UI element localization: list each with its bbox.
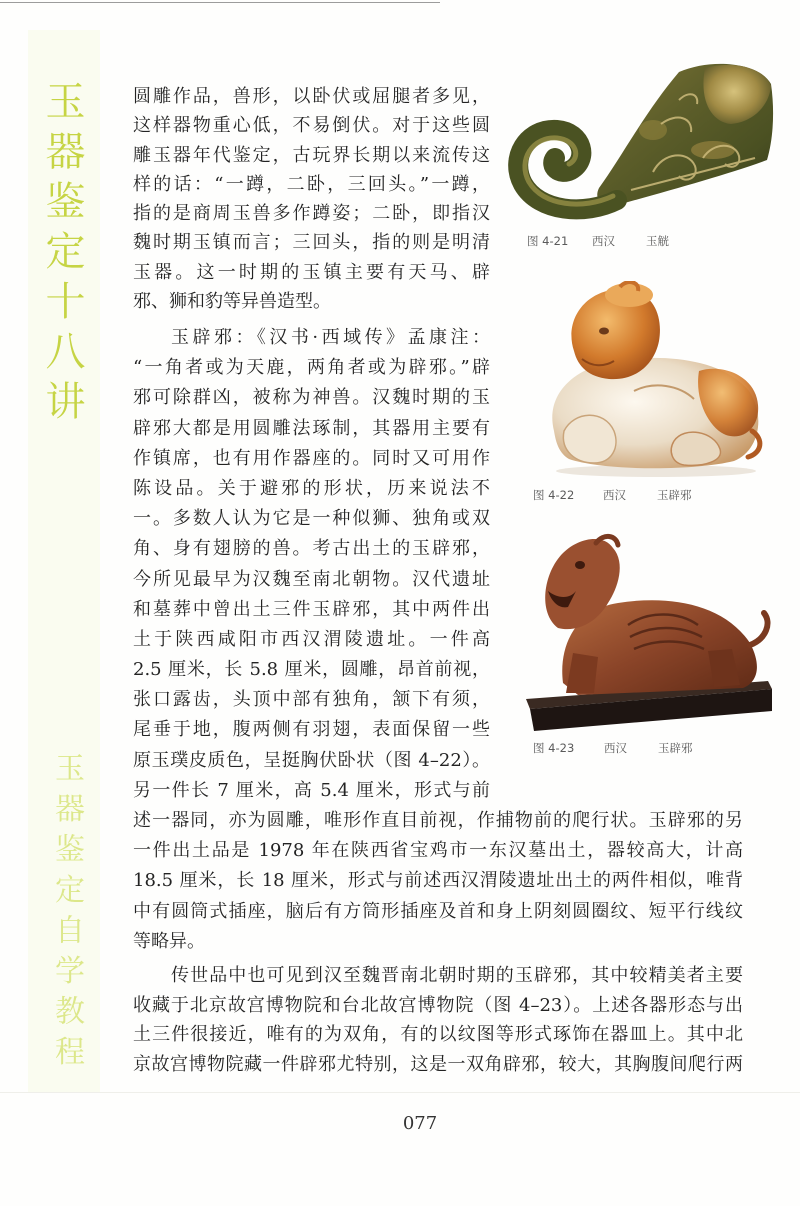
figure-4-23-caption-dynasty: 西汉 (604, 741, 627, 755)
text-line: 土于陕西咸阳市西汉渭陵遗址。一件高 (133, 628, 490, 650)
text-line: 辟邪大都是用圆雕法琢制，其器用主要有 (133, 417, 490, 439)
text-line: 指的是商周玉兽多作蹲姿；二卧，即指汉 (133, 203, 490, 225)
text-line: 陈设品。关于避邪的形状，历来说法不 (133, 477, 490, 499)
figure-4-23-caption-number: 图 4-23 (533, 741, 575, 755)
text-line: 述一器同，亦为圆雕，唯形作直目前视，作捕物前的爬行状。玉辟邪的另 (133, 810, 743, 831)
text-line: 京故宫博物院藏一件辟邪尤特别，这是一双角辟邪，较大，其胸腹间爬行两 (133, 1053, 743, 1075)
figure-4-22-image (534, 281, 766, 479)
text-line: “一角者或为天鹿，两角者或为辟邪。”辟 (133, 357, 490, 379)
text-line: 收藏于北京故宫博物院和台北故宫博物院（图 4–23）。上述各器形态与出 (133, 994, 743, 1016)
text-line: 圆雕作品，兽形，以卧伏或屈腿者多见， (133, 86, 490, 107)
text-line: 张口露齿，头顶中部有独角，颔下有须， (133, 689, 490, 711)
text-line: 这样器物重心低，不易倒伏。对于这些圆 (133, 115, 490, 137)
footer-rule (0, 1092, 800, 1093)
page-number: 077 (402, 1113, 438, 1134)
bixie-eye (599, 328, 609, 335)
text-line: 玉辟邪：《汉书·西域传》孟康注： (171, 327, 490, 348)
figure-4-21-caption-dynasty: 西汉 (592, 234, 615, 248)
text-line: 另一件长 7 厘米，高 5.4 厘米，形式与前 (133, 779, 490, 801)
horn-ochre-patch (691, 141, 735, 159)
text-line: 邪可除群凶，被称为神兽。汉魏时期的玉 (133, 387, 490, 409)
text-line: 18.5 厘米，长 18 厘米，形式与前述西汉渭陵遗址出土的两件相似，唯背 (133, 870, 743, 892)
text-line: 尾垂于地，腹两侧有羽翅，表面保留一些 (133, 719, 490, 741)
text-line: 土三件很接近，唯有的为双角，有的以纹图等形式琢饰在器皿上。其中北 (133, 1024, 743, 1045)
bixie-tail (750, 613, 768, 645)
text-line: 魏时期玉镇而言；三回头，指的则是明清 (133, 232, 490, 254)
figure-4-21-caption-name: 玉觥 (646, 234, 669, 248)
text-line: 和墓葬中曾出土三件玉辟邪，其中两件出 (133, 598, 490, 620)
text-line: 原玉璞皮质色，呈挺胸伏卧状（图 4–22）。 (133, 749, 490, 771)
bixie-front-leg (563, 415, 616, 463)
figure-4-22-caption-number: 图 4-22 (533, 488, 575, 502)
text-line: 玉器。这一时期的玉镇主要有天马、辟 (133, 261, 490, 283)
figure-4-21-image (503, 60, 775, 228)
figure-4-23-image (518, 533, 776, 733)
text-line: 角、身有翅膀的兽。考古出土的玉辟邪， (133, 538, 490, 560)
text-line: 邪、狮和豹等异兽造型。 (133, 291, 331, 313)
top-rule (0, 2, 440, 3)
sidebar-series-title: 玉器鉴定自学教程 (49, 752, 84, 1076)
text-line: 2.5 厘米，长 5.8 厘米，圆雕，昂首前视， (133, 659, 490, 681)
paragraph-3 (133, 961, 743, 1079)
text-line: 雕玉器年代鉴定，古玩界长期以来流传这 (133, 144, 490, 166)
figure-4-22-caption-dynasty: 西汉 (603, 488, 626, 502)
text-line: 传世品中也可见到汉至魏晋南北朝时期的玉辟邪，其中较精美者主要 (171, 965, 743, 986)
bixie-eye (575, 561, 585, 569)
text-line: 中有圆筒式插座，脑后有方筒形插座及首和身上阴刻圆圈纹、短平行线纹 (133, 900, 743, 922)
figure-4-23-caption-name: 玉辟邪 (658, 741, 693, 755)
text-line: 今所见最早为汉魏至南北朝物。汉代遗址 (133, 568, 490, 590)
text-line: 一件出土品是 1978 年在陕西省宝鸡市一东汉墓出土，器较高大，计高 (133, 840, 743, 862)
text-line: 一。多数人认为它是一种似狮、独角或双 (133, 508, 490, 530)
text-line: 样的话：“一蹲，二卧，三回头。”一蹲， (133, 173, 490, 195)
paragraph-1 (133, 82, 490, 316)
figure-4-21-caption-number: 图 4-21 (527, 234, 569, 248)
sidebar-book-title: 玉器鉴定十八讲 (39, 80, 85, 430)
text-line: 等略异。 (133, 930, 205, 952)
figure-4-22-caption-name: 玉辟邪 (657, 488, 692, 502)
text-line: 作镇席，也有用作器座的。同时又可用作 (133, 447, 490, 469)
bixie-mane (605, 283, 653, 307)
